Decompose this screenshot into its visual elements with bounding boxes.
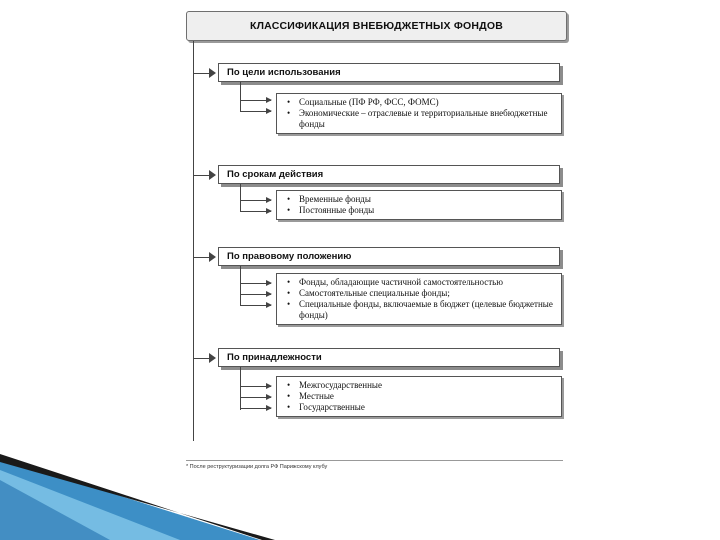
arrow-connector: [194, 175, 214, 176]
list-item: • Самостоятельные специальные фонды;: [285, 288, 555, 299]
sub-arrow: [241, 408, 271, 409]
list-item: • Постоянные фонды: [285, 205, 555, 216]
main-connector-line: [193, 41, 194, 441]
sub-arrow: [241, 200, 271, 201]
list-item: • Социальные (ПФ РФ, ФСС, ФОМС): [285, 97, 555, 108]
decorative-corner-graphic: [0, 440, 280, 540]
items-box-affiliation: [276, 376, 562, 417]
category-box-affiliation: По принадлежности: [218, 348, 560, 367]
diagram-title: КЛАССИФИКАЦИЯ ВНЕБЮДЖЕТНЫХ ФОНДОВ: [186, 11, 567, 41]
sub-connector-line: [240, 82, 241, 112]
sub-arrow: [241, 397, 271, 398]
list-item: • Экономические – отраслевые и территориальные внебюджетные фонды: [285, 108, 555, 130]
footnote: * После реструктуризации долга РФ Парижскому клубу: [186, 464, 328, 470]
items-box-duration: [276, 190, 562, 220]
list-item: • Временные фонды: [285, 194, 555, 205]
footnote-divider: [186, 460, 563, 461]
list-item: • Межгосударственные: [285, 380, 555, 391]
sub-arrow: [241, 211, 271, 212]
sub-connector-line: [240, 184, 241, 212]
list-item: • Фонды, обладающие частичной самостоятельностью: [285, 277, 555, 288]
sub-arrow: [241, 283, 271, 284]
category-box-legal-status: По правовому положению: [218, 247, 560, 266]
sub-arrow: [241, 305, 271, 306]
category-box-purpose: По цели использования: [218, 63, 560, 82]
sub-arrow: [241, 386, 271, 387]
sub-connector-line: [240, 367, 241, 410]
list-item: • Специальные фонды, включаемые в бюджет (целевые бюджетные фонды): [285, 299, 555, 321]
sub-arrow: [241, 111, 271, 112]
arrow-connector: [194, 73, 214, 74]
sub-connector-line: [240, 266, 241, 306]
list-item: • Государственные: [285, 402, 555, 413]
items-box-legal-status: [276, 273, 562, 325]
arrow-connector: [194, 358, 214, 359]
items-box-purpose: [276, 93, 562, 134]
category-box-duration: По срокам действия: [218, 165, 560, 184]
sub-arrow: [241, 294, 271, 295]
list-item: • Местные: [285, 391, 555, 402]
sub-arrow: [241, 100, 271, 101]
arrow-connector: [194, 257, 214, 258]
